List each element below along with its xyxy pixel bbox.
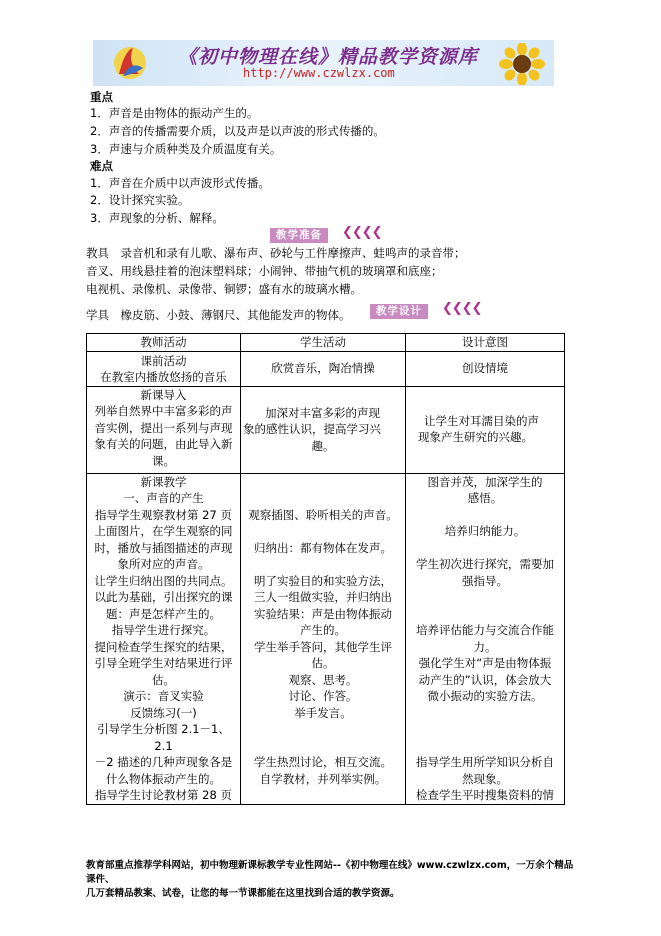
cell-line: 检查学生平时搜集资料的情	[416, 788, 554, 802]
cell-line: 新课教学	[140, 474, 187, 489]
cell-line: 观察插图、聆听相关的声音。	[248, 507, 398, 522]
cell-line	[408, 705, 562, 722]
cell-line: 微小振动的实验方法。	[427, 689, 543, 703]
student-tools-line: 学具 橡皮筋、小鼓、薄钢尺、其他能发声的物体。	[86, 308, 351, 322]
teaching-aids-line: 音叉、用线悬挂着的泡沫塑料球；小闹钟、带抽气机的玻璃罩和底座；	[86, 264, 443, 278]
cell-line: 图音并茂，加深学生的	[427, 474, 543, 489]
cell-line: 培养归纳能力。	[444, 524, 526, 538]
cell-line: 象的感性认识，提高学习兴	[243, 422, 381, 436]
footer	[86, 859, 576, 901]
table-row	[87, 351, 565, 386]
focus-item: 3．声速与介质种类及介质温度有关。	[90, 142, 282, 156]
cell-line: 学生热烈讨论，相互交流。	[254, 755, 392, 769]
cell-line: 欣赏音乐，陶冶情操	[271, 361, 375, 376]
cell-line: 提问检查学生探究的结果，	[94, 639, 233, 654]
footer-line: 教育部重点推荐学科网站，初中物理新课标教学专业性网站--《初中物理在线》www.czwlzx.com，一万余个精品课件、	[86, 860, 574, 885]
difficulty-item: 2．设计探究实验。	[90, 193, 190, 207]
focus-heading: 重点	[90, 90, 113, 104]
cell-line: 上面图片，在学生观察的同	[94, 524, 233, 538]
cell-line: 象有关的问题，由此导入新	[94, 437, 233, 451]
header-banner	[93, 40, 554, 86]
cell-line: 估。	[152, 672, 175, 687]
cell-line: 一、声音的产生	[123, 491, 204, 505]
cell-line: 产生的。	[300, 623, 346, 637]
cell-line: 引导学生分析图 2.1－1、2.1	[97, 722, 230, 753]
cell-line: 观察、思考。	[288, 672, 358, 687]
prep-tag: 教学准备	[270, 228, 328, 243]
cell-line: 趣。	[311, 438, 335, 453]
difficulty-heading: 难点	[90, 159, 113, 173]
cell-line: 新课导入	[140, 387, 187, 402]
cell-line: 指导学生观察教材第 27 页	[95, 507, 232, 522]
sunflower-icon	[496, 43, 548, 85]
cell-line: 强化学生对“声是由物体振	[418, 656, 552, 670]
teaching-aids-line: 电视机、录像机、录像带、铜锣；盛有水的玻璃水槽。	[86, 282, 362, 296]
cell-line	[408, 721, 562, 738]
header-intent: 设计意图	[406, 334, 565, 352]
prep-arrows-icon: ❮❮❮❮	[342, 225, 382, 240]
cell-line: 然现象。	[462, 771, 508, 786]
cell-line: 学生初次进行探究，需要加	[416, 557, 554, 571]
cell-line: 强指导。	[462, 573, 508, 588]
cell-line: 时，播放与插图描述的声现	[94, 540, 233, 555]
cell-line: 以此为基础，引出探究的课	[94, 590, 233, 604]
design-arrows-icon: ❮❮❮❮	[442, 301, 482, 316]
focus-item: 2．声音的传播需要介质，以及声是以声波的形式传播的。	[90, 124, 385, 138]
banner-title: 《初中物理在线》精品教学资源库	[178, 46, 479, 68]
cell-line	[408, 738, 562, 755]
cell-line: 感悟。	[467, 491, 503, 505]
cell-line	[243, 523, 403, 540]
cell-line: 力。	[473, 639, 497, 654]
cell-line: 自学教材，并列举实例。	[259, 771, 387, 786]
row3-student	[241, 473, 406, 804]
row2-intent	[406, 386, 565, 473]
row2-student	[241, 386, 406, 473]
table-row	[87, 473, 565, 804]
table-row	[87, 386, 565, 473]
cell-line: 培养评估能力与交流合作能	[416, 623, 554, 637]
cell-line	[243, 721, 403, 738]
footer-line: 几万套精品教案、试卷，让您的每一节课都能在这里找到合适的教学资源。	[86, 888, 400, 899]
cell-line: 归纳出：都有物体在发声。	[254, 540, 392, 555]
cell-line: 音实例，提出一系列与声现	[94, 420, 233, 435]
difficulty-item: 1．声音在介质中以声波形式传播。	[90, 176, 270, 190]
cell-line	[243, 474, 403, 491]
row1-student	[241, 351, 406, 386]
cell-line	[408, 507, 562, 524]
cell-line: 创设情境	[462, 361, 508, 376]
teaching-aids-line: 教具 录音机和录有儿歌、瀑布声、砂轮与工件摩擦声、蛙鸣声的录音带；	[86, 246, 466, 260]
cell-line: 让学生对耳濡目染的声	[424, 413, 539, 428]
cell-line: 指导学生讨论教材第 28 页	[95, 788, 232, 802]
cell-line: 什么物体振动产生的。	[106, 771, 221, 786]
cell-line: 反馈练习(一)	[130, 705, 197, 720]
cell-line: 加深对丰富多彩的声现	[265, 405, 380, 420]
cell-line: 三人一组做实验，并归纳出	[254, 590, 392, 604]
cell-line	[243, 556, 403, 573]
header-student: 学生活动	[241, 334, 406, 352]
cell-line: 课前活动	[140, 353, 187, 368]
cell-line	[408, 540, 562, 557]
cell-line: －2 描述的几种声现象各是	[94, 755, 233, 769]
cell-line: 让学生归纳出图的共同点。	[94, 573, 233, 588]
cell-line: 估。	[311, 656, 335, 670]
difficulty-item: 3．声现象的分析、解释。	[90, 211, 224, 225]
row1-intent	[406, 351, 565, 386]
design-tag: 教学设计	[370, 304, 428, 319]
cell-line: 课。	[152, 453, 175, 468]
focus-item: 1．声音是由物体的振动产生的。	[90, 106, 259, 120]
cell-line	[408, 589, 562, 606]
cell-line: 现象产生研究的兴趣。	[418, 430, 533, 444]
row1-teacher	[87, 351, 241, 386]
table-header-row	[87, 334, 565, 352]
cell-line: 讨论、作答。	[288, 689, 358, 703]
cell-line: 象所对应的声音。	[117, 557, 210, 571]
header-teacher: 教师活动	[87, 334, 241, 352]
cell-line: 学生举手答问，其他学生评	[254, 639, 392, 654]
cell-line	[243, 490, 403, 507]
cell-line: 演示：音叉实验	[123, 689, 204, 703]
lesson-plan-table	[86, 333, 565, 805]
cell-line: 指导学生用所学知识分析自	[416, 755, 554, 769]
banner-url[interactable]: http://www.czwlzx.com	[243, 66, 395, 80]
cell-line	[408, 606, 562, 623]
row2-teacher	[87, 386, 241, 473]
cell-line: 引导全班学生对结果进行评	[94, 656, 233, 670]
cell-line: 动产生的”认识，体会放大	[418, 672, 552, 687]
row3-teacher	[87, 473, 241, 804]
cell-line: 实验结果：声是由物体振动	[254, 606, 392, 621]
cell-line: 列举自然界中丰富多彩的声	[94, 404, 233, 418]
cell-line: 明了实验目的和实验方法，	[254, 573, 392, 588]
cell-line: 在教室内播放悠扬的音乐	[100, 370, 227, 384]
cell-line: 题：声是怎样产生的。	[106, 606, 221, 621]
row3-intent	[406, 473, 565, 804]
cell-line: 举手发言。	[294, 705, 352, 720]
cell-line	[243, 738, 403, 755]
cell-line: 指导学生进行探究。	[111, 623, 216, 637]
logo-icon	[113, 44, 147, 82]
